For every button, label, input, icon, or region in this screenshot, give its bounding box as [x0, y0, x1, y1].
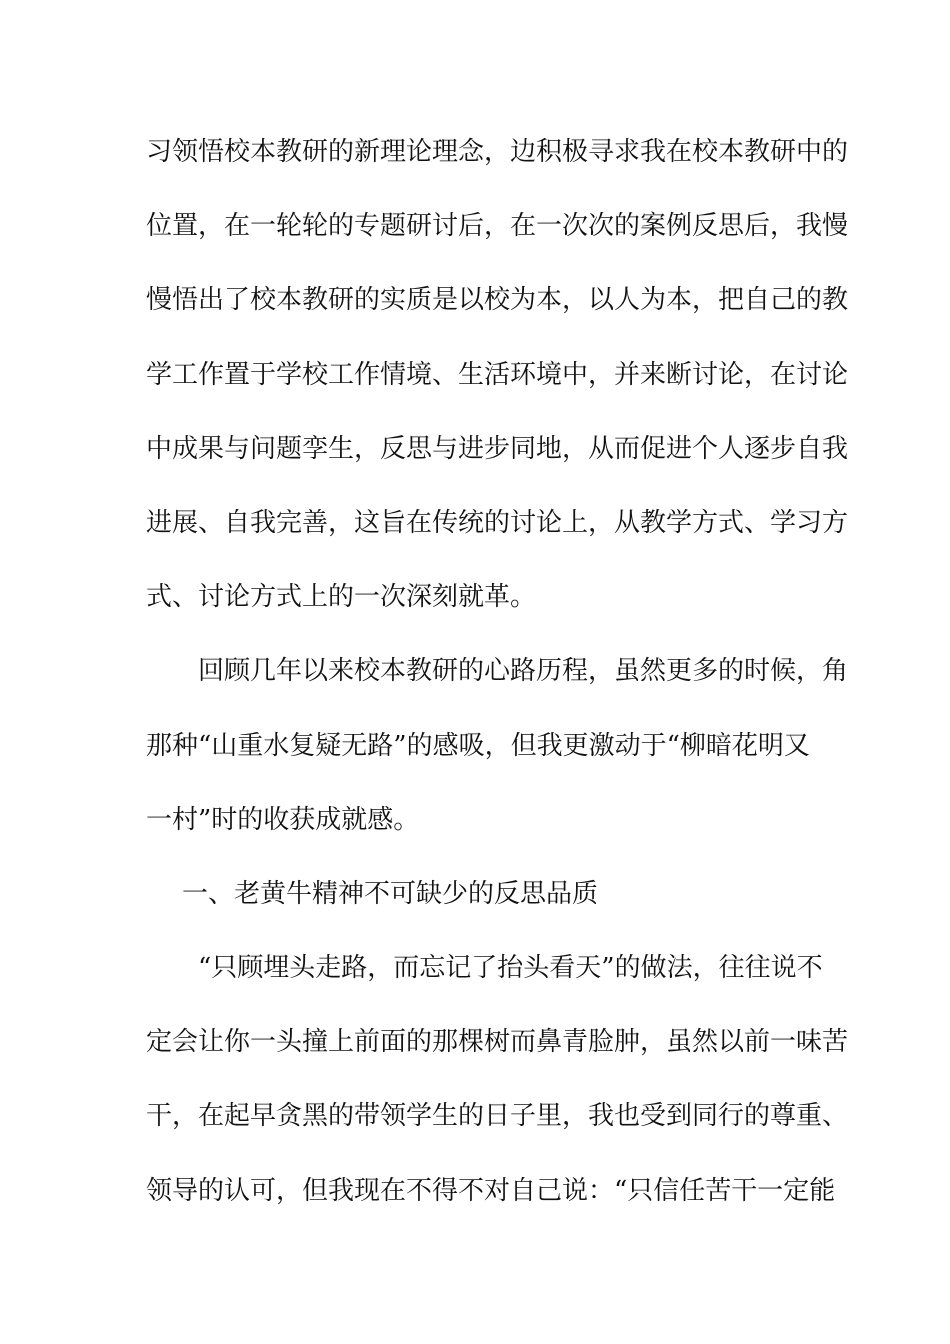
paragraph-line: 位置，在一轮轮的专题研讨后，在一次次的案例反思后，我慢 — [146, 211, 849, 242]
document-body — [146, 128, 849, 1241]
paragraph-line: 习领悟校本教研的新理论理念，边积极寻求我在校本教研中的 — [146, 137, 849, 167]
section-heading: 一、老黄牛精神不可缺少的反思品质 — [182, 878, 599, 909]
paragraph-line: 式、讨论方式上的一次深刻就革。 — [146, 582, 537, 613]
paragraph-line: 慢悟出了校本教研的实质是以校为本，以人为本，把自己的教 — [146, 285, 849, 316]
paragraph-line: 进展、自我完善，这旨在传统的讨论上，从教学方式、学习方 — [146, 507, 849, 538]
paragraph-line: 中成果与问题孪生，反思与进步同地，从而促进个人逐步自我 — [146, 433, 849, 464]
paragraph-line: “只顾埋头走路，而忘记了抬头看天”的做法，往往说不 — [198, 953, 823, 984]
paragraph-line: 干，在起早贪黑的带领学生的日子里，我也受到同行的尊重、 — [146, 1101, 849, 1132]
paragraph-line: 领导的认可，但我现在不得不对自己说：“只信任苦干一定能 — [146, 1175, 836, 1206]
paragraph-line: 学工作置于学校工作情境、生活环境中，并来断讨论，在讨论 — [146, 359, 849, 390]
paragraph-line: 一村”时的收获成就感。 — [146, 804, 420, 835]
paragraph-line: 回顾几年以来校本教研的心路历程，虽然更多的时候，角 — [198, 656, 849, 687]
paragraph-line: 定会让你一头撞上前面的那棵树而鼻青脸肿，虽然以前一味苦 — [146, 1027, 849, 1058]
paragraph-line: 那种“山重水复疑无路”的感吸，但我更激动于“柳暗花明又 — [146, 730, 810, 761]
